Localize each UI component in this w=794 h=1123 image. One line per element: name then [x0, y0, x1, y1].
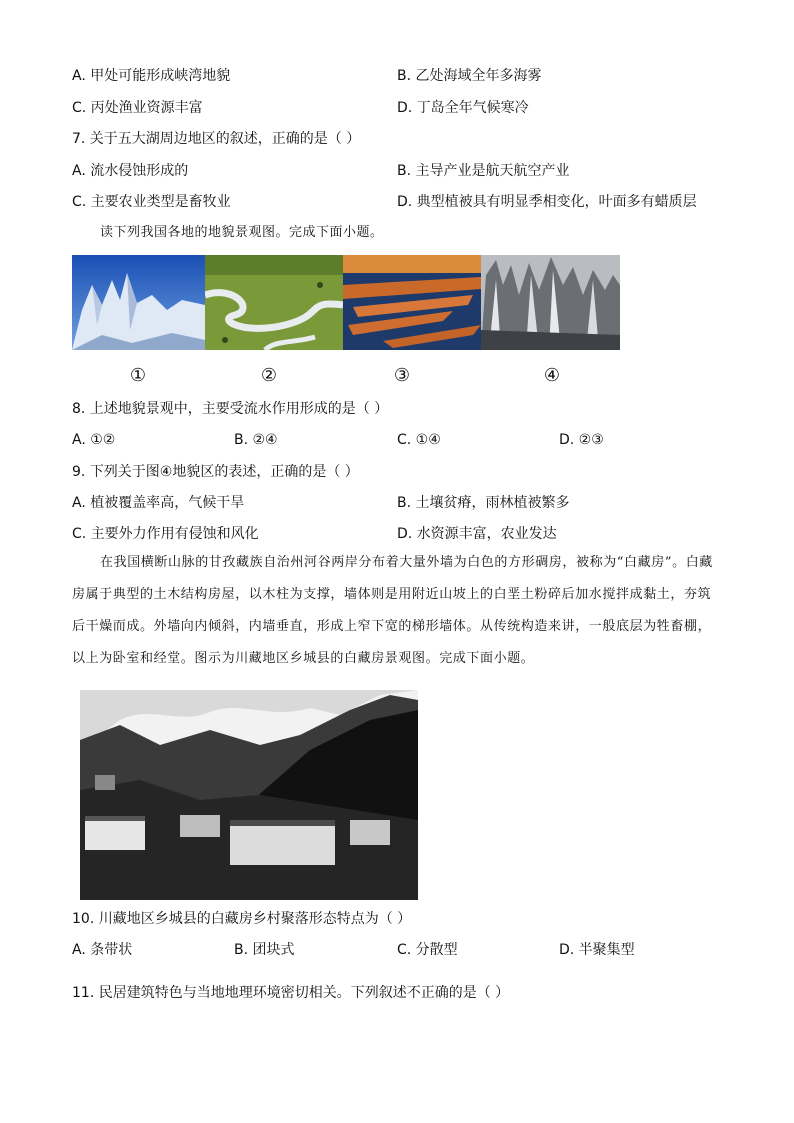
- q7-stem: 7. 关于五大湖周边地区的叙述，正确的是（ ）: [72, 131, 361, 147]
- q9-option-a: A. 植被覆盖率高，气候干旱: [72, 495, 245, 511]
- q8-option-a: A. ①②: [72, 432, 116, 448]
- q7-option-a: A. 流水侵蚀形成的: [72, 163, 189, 179]
- landform-photo-4: [481, 255, 620, 350]
- q9-option-d: D. 水资源丰富，农业发达: [397, 526, 557, 542]
- q9-option-b: B. 土壤贫瘠，雨林植被繁多: [397, 495, 570, 511]
- landform-photo-3: [343, 255, 481, 350]
- photo-label-1: ①: [129, 365, 147, 386]
- q9-option-c: C. 主要外力作用有侵蚀和风化: [72, 526, 259, 542]
- q7-option-b: B. 主导产业是航天航空产业: [397, 163, 570, 179]
- q10-option-b: B. 团块式: [234, 942, 295, 958]
- q6-option-a: A. 甲处可能形成峡湾地貌: [72, 68, 231, 84]
- photo-label-2: ②: [260, 365, 278, 386]
- q9-stem: 9. 下列关于图④地貌区的表述，正确的是（ ）: [72, 464, 359, 480]
- passage-text: 在我国横断山脉的甘孜藏族自治州河谷两岸分布着大量外墙为白色的方形碉房，被称为“白藏房”。白藏房属于典型的土木结构房屋，以木柱为支撑，墙体则是用附近山坡上的白垩土粉碎后加水搅拌成黏土，夯筑后干燥而成。外墙向内倾斜，内墙垂直，形成上窄下宽的梯形墙体。从传统构造来讲，一般底层为牲畜棚，以上为卧室和经堂。图示为川藏地区乡城县的白藏房景观图。完成下面小题。: [72, 555, 713, 666]
- q7-option-c: C. 主要农业类型是畜牧业: [72, 194, 231, 210]
- q10-option-c: C. 分散型: [397, 942, 458, 958]
- q7-option-d: D. 典型植被具有明显季相变化，叶面多有蜡质层: [397, 194, 697, 210]
- q6-option-c: C. 丙处渔业资源丰富: [72, 100, 203, 116]
- reading-passage: [72, 547, 722, 675]
- q8-option-d: D. ②③: [559, 432, 604, 448]
- photo-label-3: ③: [393, 365, 411, 386]
- q8-stem: 8. 上述地貌景观中，主要受流水作用形成的是（ ）: [72, 401, 389, 417]
- q11-stem: 11. 民居建筑特色与当地地理环境密切相关。下列叙述不正确的是（ ）: [72, 985, 510, 1001]
- photo-label-4: ④: [543, 365, 561, 386]
- q10-option-d: D. 半聚集型: [559, 942, 635, 958]
- white-tibetan-house-photo: [80, 690, 418, 900]
- landform-photo-1: [72, 255, 205, 350]
- landform-photo-2: [205, 255, 343, 350]
- q8-option-c: C. ①④: [397, 432, 441, 448]
- q10-stem: 10. 川藏地区乡城县的白藏房乡村聚落形态特点为（ ）: [72, 911, 412, 927]
- q10-option-a: A. 条带状: [72, 942, 133, 958]
- q6-option-d: D. 丁岛全年气候寒冷: [397, 100, 529, 116]
- q6-option-b: B. 乙处海域全年多海雾: [397, 68, 542, 84]
- q8-option-b: B. ②④: [234, 432, 278, 448]
- section-intro: 读下列我国各地的地貌景观图。完成下面小题。: [100, 225, 384, 240]
